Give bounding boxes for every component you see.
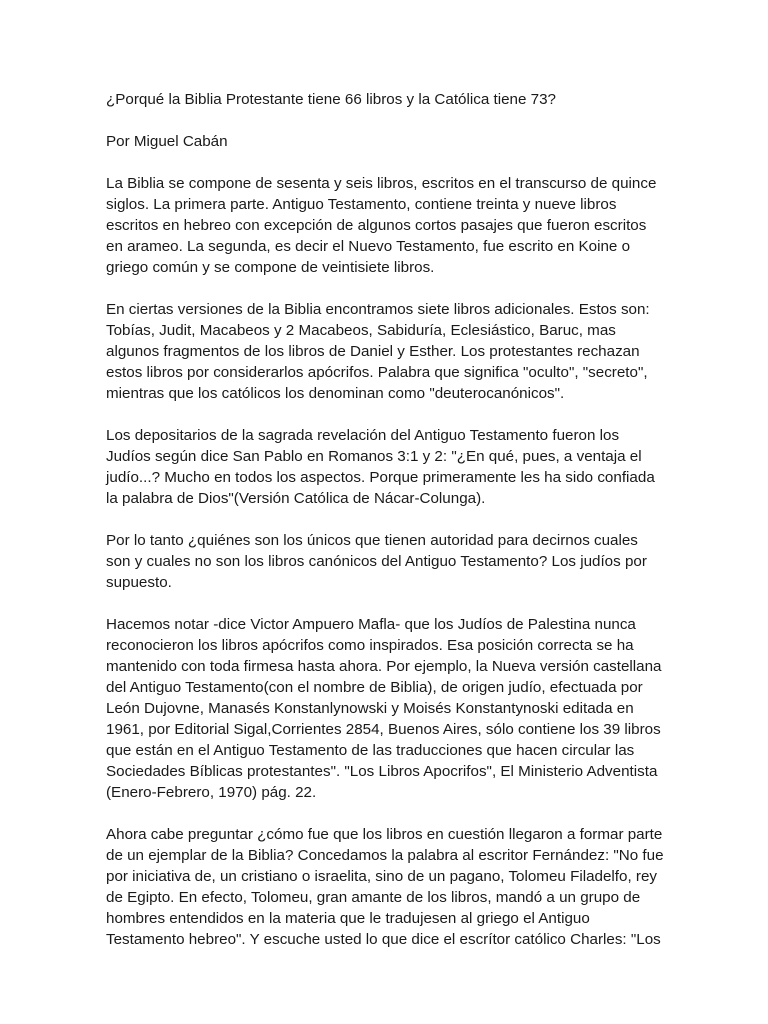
text-line: escritos en hebreo con excepción de algunos cortos pasajes que fueron escritos (106, 217, 647, 234)
text-line: La Biblia se compone de sesenta y seis libros, escritos en el transcurso de quince (106, 175, 657, 192)
paragraph (106, 614, 666, 803)
text-line: En ciertas versiones de la Biblia encontramos siete libros adicionales. Estos son: (106, 301, 650, 318)
document-body (106, 89, 666, 971)
text-line: (Enero-Febrero, 1970) pág. 22. (106, 784, 317, 801)
text-line: judío...? Mucho en todos los aspectos. Porque primeramente les ha sido confiada (106, 469, 655, 486)
paragraph (106, 824, 666, 950)
text-line: la palabra de Dios"(Versión Católica de Nácar-Colunga). (106, 490, 486, 507)
text-line: Tobías, Judit, Macabeos y 2 Macabeos, Sabiduría, Eclesiástico, Baruc, mas (106, 322, 616, 339)
text-line: por iniciativa de, un cristiano o israelita, sino de un pagano, Tolomeu Filadelfo, rey (106, 868, 658, 885)
text-line: supuesto. (106, 574, 172, 591)
paragraph (106, 425, 666, 509)
text-line: Los depositarios de la sagrada revelación del Antiguo Testamento fueron los (106, 427, 620, 444)
text-line: del Antiguo Testamento(con el nombre de Biblia), de origen judío, efectuada por (106, 679, 643, 696)
text-line: Hacemos notar -dice Victor Ampuero Mafla- que los Judíos de Palestina nunca (106, 616, 636, 633)
text-line: que están en el Antiguo Testamento de las traducciones que hacen circular las (106, 742, 635, 759)
text-line: estos libros por considerarlos apócrifos. Palabra que significa "oculto", "secreto", (106, 364, 648, 381)
text-line: de un ejemplar de la Biblia? Concedamos la palabra al escritor Fernández: "No fue (106, 847, 664, 864)
text-line: Ahora cabe preguntar ¿cómo fue que los libros en cuestión llegaron a formar parte (106, 826, 663, 843)
text-line: en arameo. La segunda, es decir el Nuevo Testamento, fue escrito en Koine o (106, 238, 631, 255)
text-line: mientras que los católicos los denominan como "deuterocanónicos". (106, 385, 565, 402)
text-line: reconocieron los libros apócrifos como inspirados. Esa posición correcta se ha (106, 637, 634, 654)
text-line: algunos fragmentos de los libros de Daniel y Esther. Los protestantes rechazan (106, 343, 640, 360)
document-title: ¿Porqué la Biblia Protestante tiene 66 libros y la Católica tiene 73? (106, 91, 556, 108)
paragraph (106, 173, 666, 278)
paragraph (106, 299, 666, 404)
text-line: Sociedades Bíblicas protestantes". "Los Libros Apocrifos", El Ministerio Adventista (106, 763, 658, 780)
text-line: siglos. La primera parte. Antiguo Testamento, contiene treinta y nueve libros (106, 196, 617, 213)
text-line: son y cuales no son los libros canónicos del Antiguo Testamento? Los judíos por (106, 553, 647, 570)
text-line: 1961, por Editorial Sigal,Corrientes 2854, Buenos Aires, sólo contiene los 39 libros (106, 721, 661, 738)
text-line: de Egipto. En efecto, Tolomeu, gran amante de los libros, mandó a un grupo de (106, 889, 641, 906)
paragraph-container (106, 173, 666, 950)
text-line: griego común y se compone de veintisiete libros. (106, 259, 435, 276)
text-line: Por lo tanto ¿quiénes son los únicos que tienen autoridad para decirnos cuales (106, 532, 638, 549)
document-author: Por Miguel Cabán (106, 133, 228, 150)
text-line: hombres entendidos en la materia que le tradujesen al griego el Antiguo (106, 910, 590, 927)
text-line: Judíos según dice San Pablo en Romanos 3:1 y 2: "¿En qué, pues, a ventaja el (106, 448, 642, 465)
paragraph (106, 530, 666, 593)
text-line: Testamento hebreo". Y escuche usted lo que dice el escrítor católico Charles: "Los (106, 931, 661, 948)
text-line: mantenido con toda firmesa hasta ahora. Por ejemplo, la Nueva versión castellana (106, 658, 662, 675)
text-line: León Dujovne, Manasés Konstanlynowski y Moisés Konstantynoski editada en (106, 700, 634, 717)
